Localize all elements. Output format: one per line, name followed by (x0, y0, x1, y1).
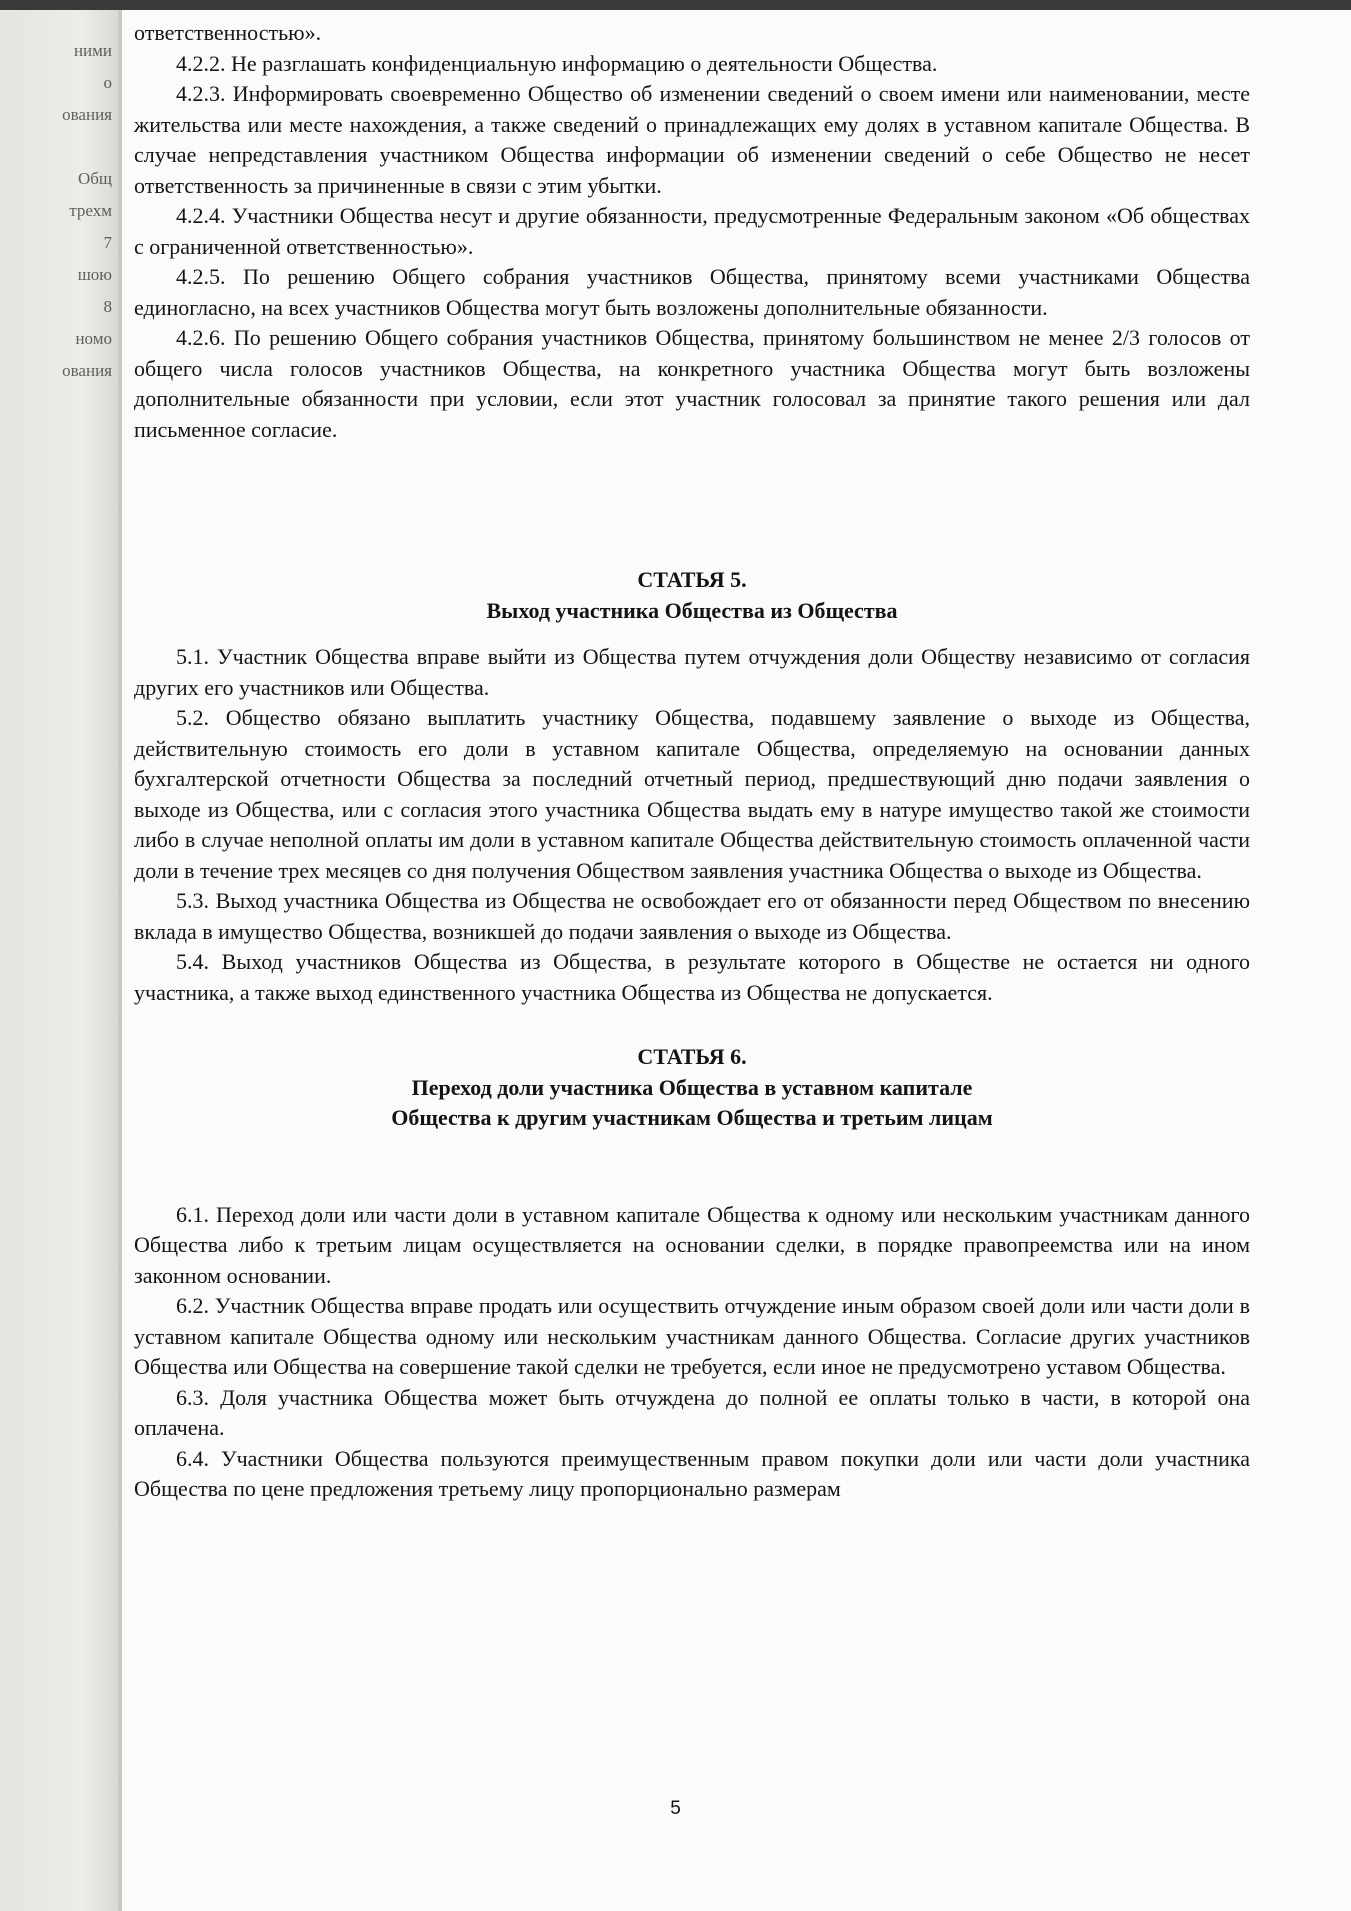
clause-4-2-3: 4.2.3. Информировать своевременно Общество об изменении сведений о своем имени или наименовании, месте жительства или месте нахождения, а также сведений о принадлежащих ему долях в уставном капитале Общества. В случае непредставления участником Общества информации об изменении сведений о себе Общество не несет ответственность за причиненные в связи с этим убытки. (134, 81, 1250, 198)
article-6-number: СТАТЬЯ 6. (637, 1044, 747, 1069)
clause-6-4: 6.4. Участники Общества пользуются преимущественным правом покупки доли или части доли участника Общества по цене предложения третьему лицу пропорционально размерам (134, 1445, 1250, 1501)
clause-4-2-2: 4.2.2. Не разглашать конфиденциальную информацию о деятельности Общества. (176, 50, 938, 76)
margin-fragment: трехм (69, 201, 112, 220)
margin-fragment: 7 (103, 233, 112, 252)
margin-fragment: номо (75, 329, 112, 348)
clause-6-1: 6.1. Переход доли или части доли в уставном капитале Общества к одному или нескольким участникам данного Общества либо к третьим лицам осуществляется на основании сделки, в порядке правопреемства или на ином законном основании. (134, 1201, 1250, 1288)
article-6-title-line-2: Общества к другим участникам Общества и третьим лицам (391, 1105, 993, 1130)
margin-fragment: ними (73, 41, 112, 60)
paragraph-continuation: ответственностью». (134, 20, 322, 45)
clause-6-3: 6.3. Доля участника Общества может быть отчуждена до полной ее оплаты только в части, в которой она оплачена. (134, 1384, 1250, 1440)
clause-4-2-5: 4.2.5. По решению Общего собрания участников Общества, принятому всеми участниками Общества единогласно, на всех участников Общества могут быть возложены дополнительные обязанности. (134, 264, 1250, 320)
clause-5-2: 5.2. Общество обязано выплатить участнику Общества, подавшему заявление о выходе из Общества, действительную стоимость его доли в уставном капитале Общества, определяемую на основании данных бухгалтерской отчетности Общества за последний отчетный период, предшествующий дню подачи заявления о выходе из Общества, или с согласия этого участника Общества выдать ему в натуре имущество такой же стоимости либо в случае неполной оплаты им доли в уставном капитале Общества действительную стоимость оплаченной части доли в течение трех месяцев со дня получения Обществом заявления участника Общества о выходе из Общества. (134, 705, 1250, 883)
article-5-number: СТАТЬЯ 5. (637, 567, 747, 592)
margin-fragment: 8 (103, 297, 112, 316)
scan-top-edge (0, 0, 1351, 10)
article-6-title-line-1: Переход доли участника Общества в уставном капитале (411, 1074, 973, 1100)
clause-4-2-6: 4.2.6. По решению Общего собрания участников Общества, принятому большинством не менее 2/3 голосов от общего числа голосов участников Общества, на конкретного участника Общества могут быть возложены дополнительные обязанности при условии, если этот участник голосовал за принятие такого решения или дал письменное согласие. (134, 325, 1250, 442)
margin-fragment: о (103, 73, 112, 92)
margin-fragment: ования (62, 361, 112, 380)
document-body (134, 18, 1250, 1505)
clause-4-2-4: 4.2.4. Участники Общества несут и другие обязанности, предусмотренные Федеральным законом «Об обществах с ограниченной ответственностью». (134, 203, 1250, 259)
margin-fragment: ования (62, 105, 112, 124)
margin-fragment: Общ (77, 169, 112, 188)
clause-5-1: 5.1. Участник Общества вправе выйти из Общества путем отчуждения доли Обществу независимо от согласия других его участников или Общества. (134, 644, 1250, 700)
article-5-title: Выход участника Общества из Общества (486, 597, 898, 623)
clause-5-3: 5.3. Выход участника Общества из Общества не освобождает его от обязанности перед Обществом по внесению вклада в имущество Общества, возникшей до подачи заявления о выходе из Общества. (134, 888, 1250, 944)
clause-6-2: 6.2. Участник Общества вправе продать или осуществить отчуждение иным образом своей доли или части доли в уставном капитале Общества одному или нескольким участникам данного Общества. Согласие других участников Общества или Общества на совершение такой сделки не требуется, если иное не предусмотрено уставом Общества. (134, 1293, 1250, 1379)
previous-page-margin (0, 10, 118, 1911)
clause-5-4: 5.4. Выход участников Общества из Общества, в результате которого в Обществе не остается ни одного участника, а также выход единственного участника Общества из Общества не допускается. (134, 949, 1250, 1005)
page-number: 5 (670, 1798, 681, 1819)
margin-fragment: шою (77, 265, 112, 284)
